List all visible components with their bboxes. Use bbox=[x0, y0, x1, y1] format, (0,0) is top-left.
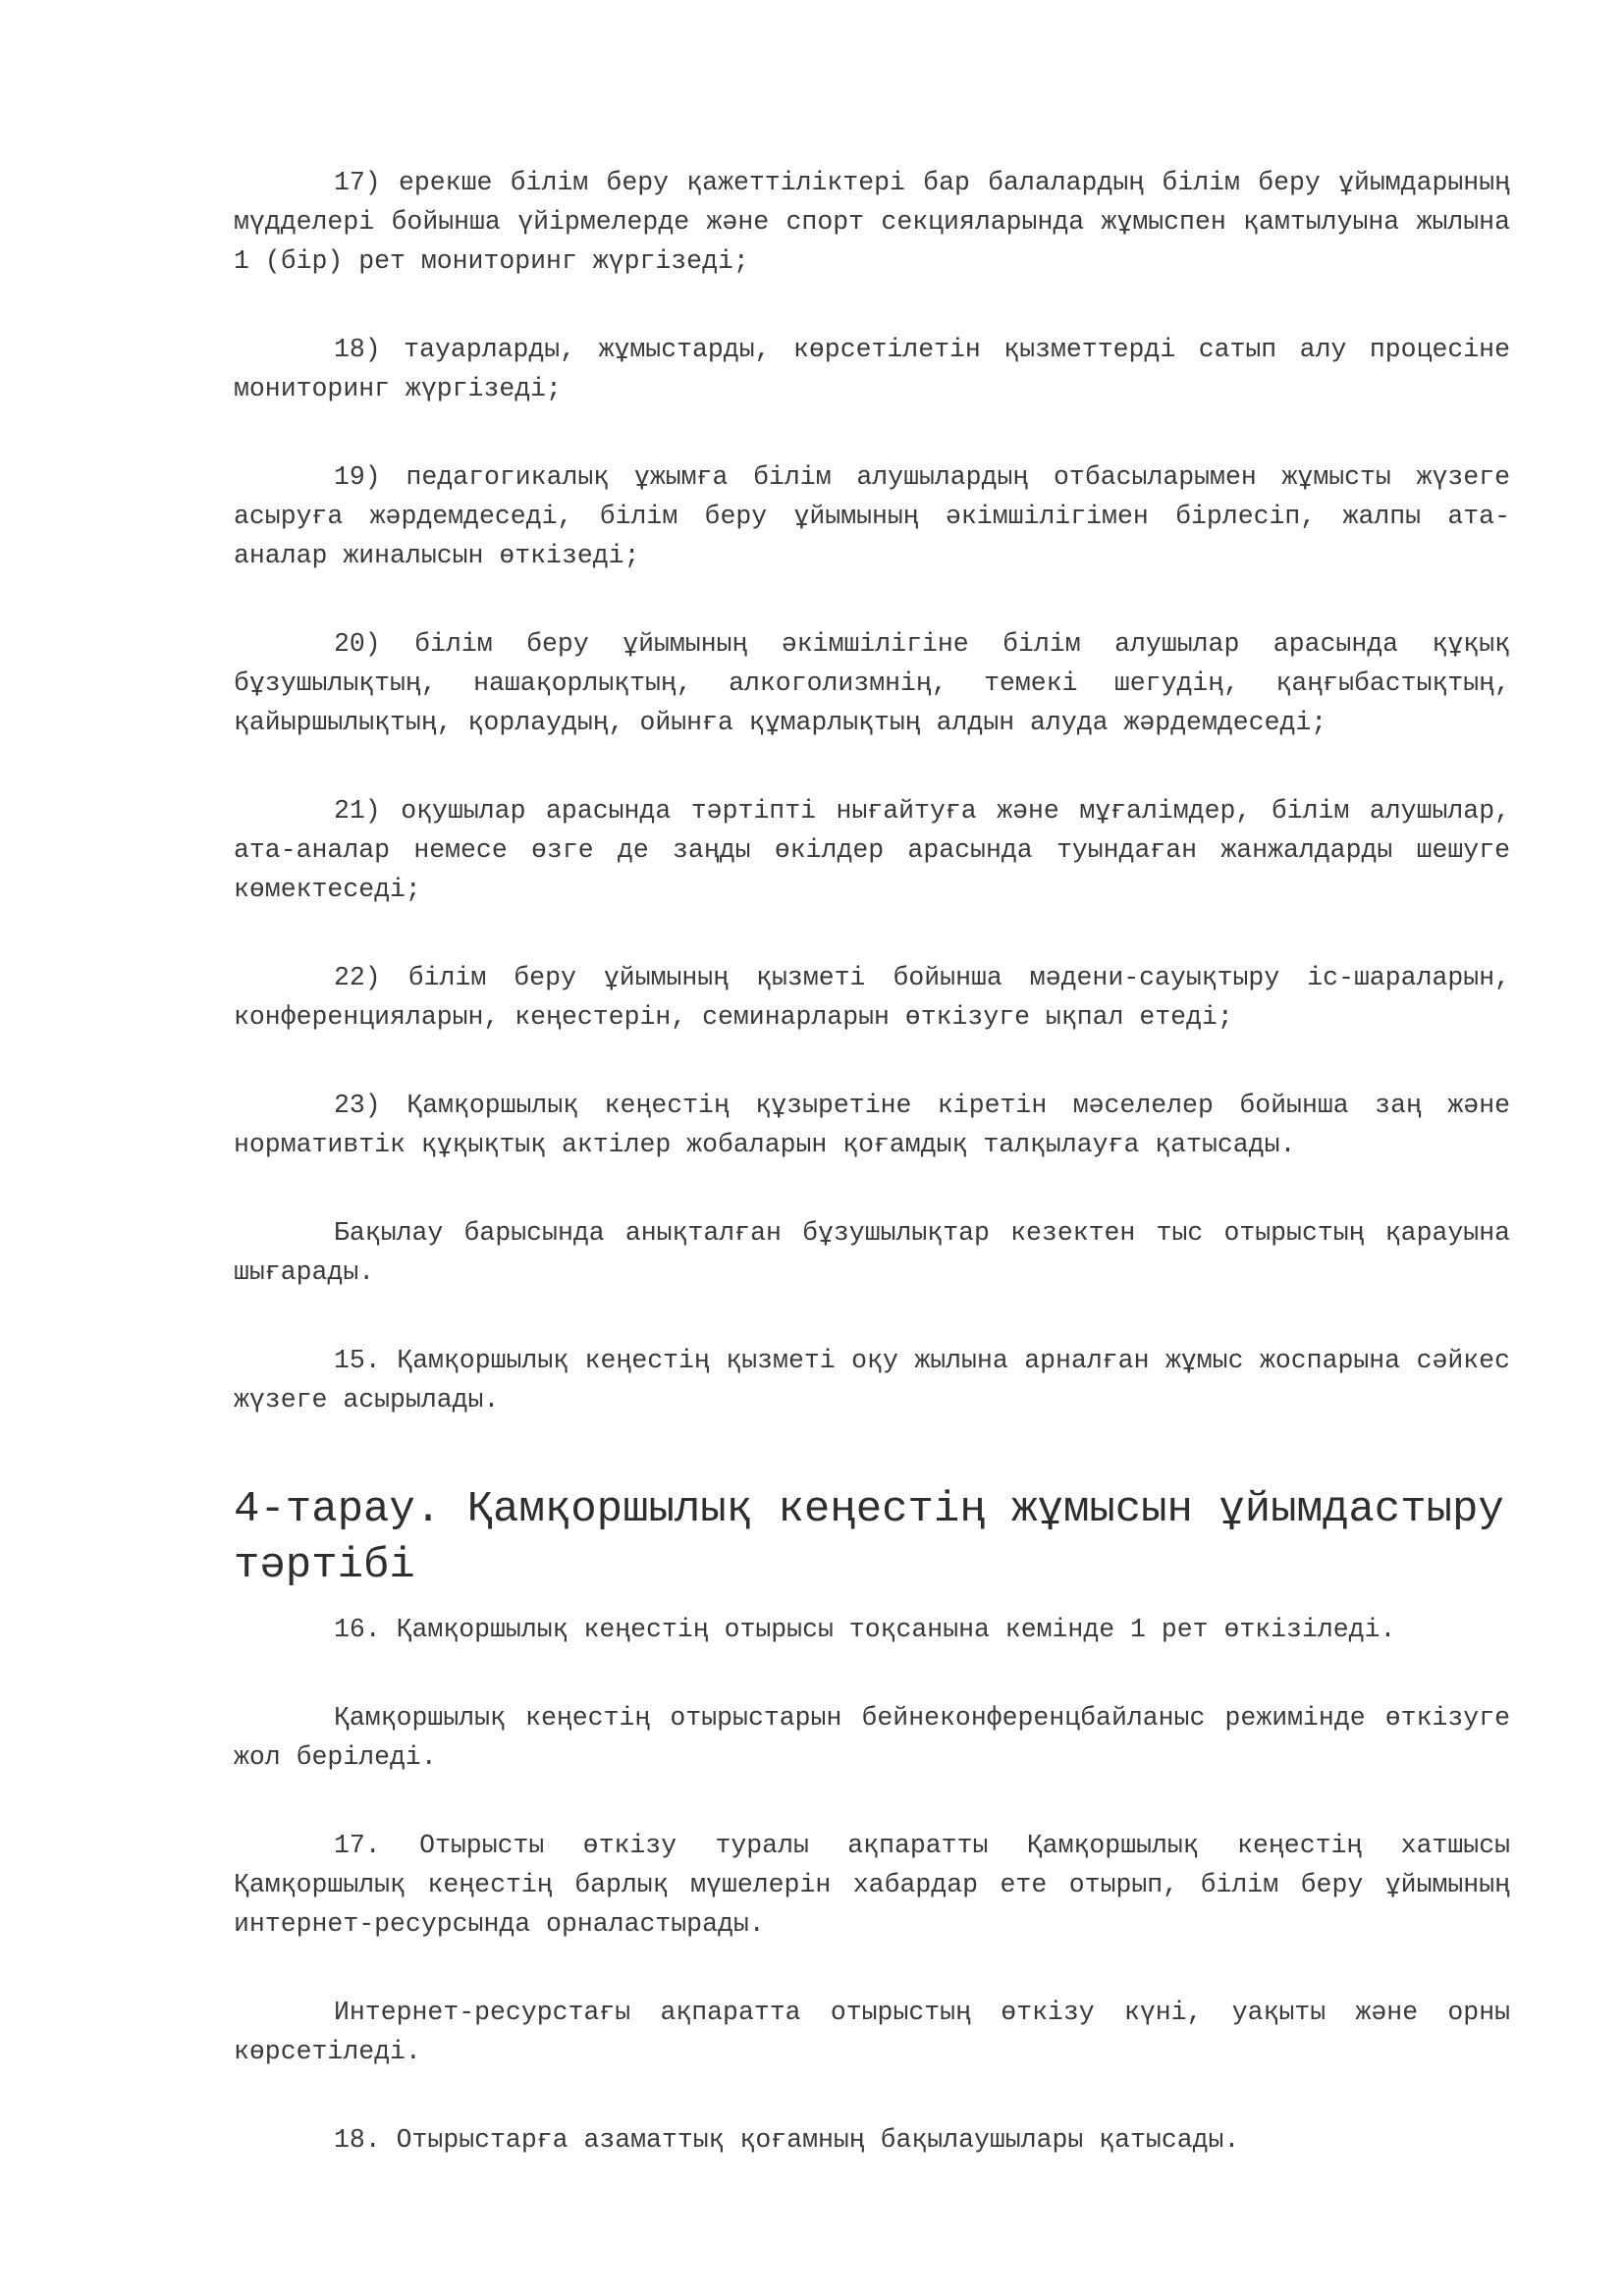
document-body bbox=[234, 163, 1510, 2209]
paragraph-section-17: 17. Отырысты өткізу туралы ақпаратты Қамқоршылық кеңестің хатшысы Қамқоршылық кеңестің барлық мүшелерін хабардар ете отырып, білім беру ұйымының интернет-ресурсында орналастырады. bbox=[234, 1831, 1510, 1939]
chapter-heading: 4-тарау. Қамқоршылық кеңестің жұмысын ұйымдастыру тәртібі bbox=[234, 1485, 1504, 1590]
paragraph-section-15: 15. Қамқоршылық кеңестің қызметі оқу жылына арналған жұмыс жоспарына сәйкес жүзеге асырылады. bbox=[234, 1346, 1510, 1415]
paragraph-section-18: 18. Отырыстарға азаматтық қоғамның бақылаушылары қатысады. bbox=[334, 2125, 1240, 2155]
paragraph-item-17: 17) ерекше білім беру қажеттіліктері бар балалардың білім беру ұйымдарының мүдделері бойынша үйірмелерде және спорт секцияларында жұмыспен қамтылуына жылына 1 (бір) рет мониторинг жүргізеді; bbox=[234, 168, 1510, 276]
paragraph-internet-info-note: Интернет-ресурстағы ақпаратта отырыстың өткізу күні, уақыты және орны көрсетіледі. bbox=[234, 1998, 1510, 2066]
paragraph-violations-note: Бақылау барысында анықталған бұзушылықтар кезектен тыс отырыстың қарауына шығарады. bbox=[234, 1218, 1510, 1287]
paragraph-item-22: 22) білім беру ұйымының қызметі бойынша мәдени-сауықтыру іс-шараларын, конференцияларын, кеңестерін, семинарларын өткізуге ықпал етеді; bbox=[234, 963, 1510, 1032]
paragraph-section-16: 16. Қамқоршылық кеңестің отырысы тоқсанына кемінде 1 рет өткізіледі. bbox=[334, 1615, 1396, 1644]
paragraph-item-19: 19) педагогикалық ұжымға білім алушылардың отбасыларымен жұмысты жүзеге асыруға жәрдемдеседі, білім беру ұйымының әкімшілігімен бірлесіп, жалпы ата-аналар жиналысын өткізеді; bbox=[234, 462, 1510, 570]
paragraph-item-20: 20) білім беру ұйымының әкімшілігіне білім алушылар арасында құқық бұзушылықтың, нашақорлықтың, алкоголизмнің, темекі шегудің, қаңғыбастықтың, қайыршылықтың, қорлаудың, ойынға құмарлықтың алдын алуда жәрдемдеседі; bbox=[234, 629, 1510, 737]
paragraph-videoconference-note: Қамқоршылық кеңестің отырыстарын бейнеконференцбайланыс режимінде өткізуге жол беріледі. bbox=[234, 1703, 1510, 1772]
paragraph-item-18: 18) тауарларды, жұмыстарды, көрсетілетін қызметтерді сатып алу процесіне мониторинг жүргізеді; bbox=[234, 335, 1510, 403]
paragraph-item-23: 23) Қамқоршылық кеңестің құзыретіне кіретін мәселелер бойынша заң және нормативтік құқықтық актілер жобаларын қоғамдық талқылауға қатысады. bbox=[234, 1091, 1510, 1159]
paragraph-item-21: 21) оқушылар арасында тәртіпті нығайтуға және мұғалімдер, білім алушылар, ата-аналар немесе өзге де заңды өкілдер арасында туындаған жанжалдарды шешуге көмектеседі; bbox=[234, 796, 1510, 904]
